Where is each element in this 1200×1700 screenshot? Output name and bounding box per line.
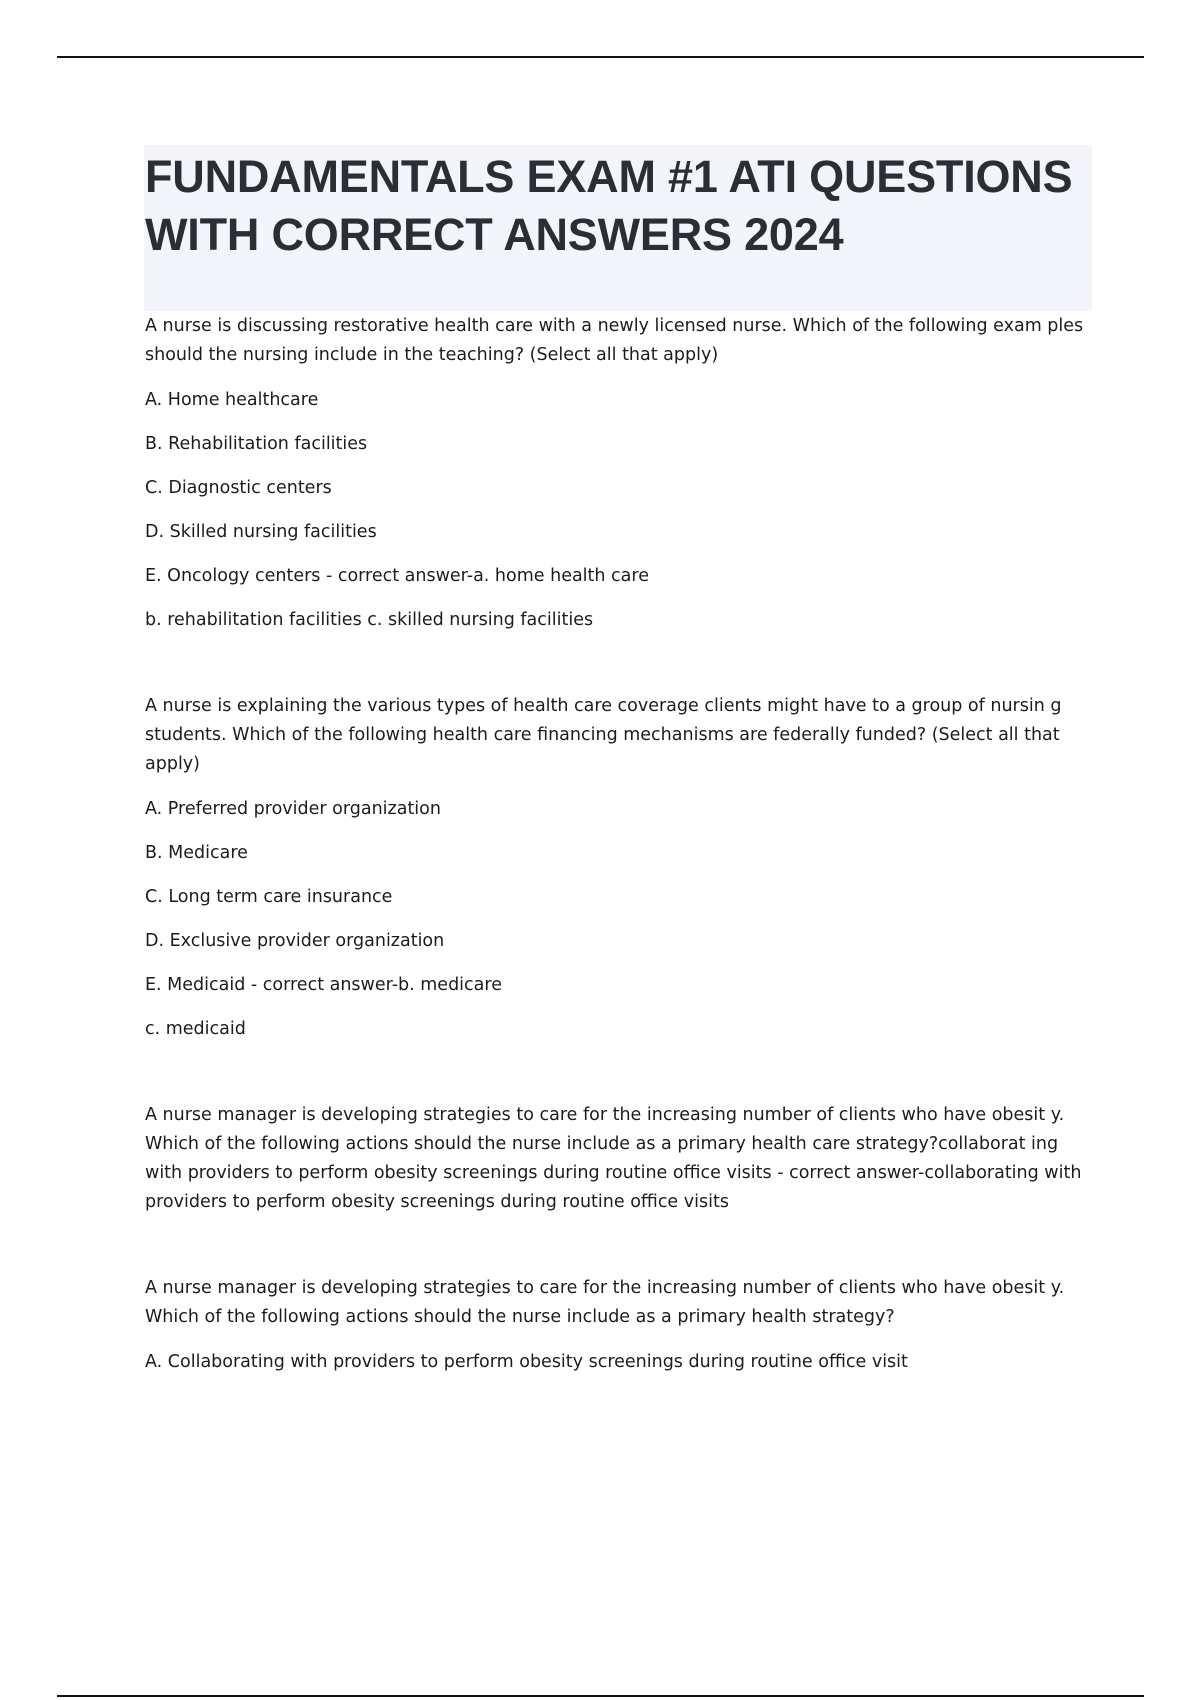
question-4: [145, 1274, 1085, 1377]
question-2: [145, 692, 1085, 1044]
answer-option: D. Skilled nursing facilities: [145, 522, 377, 542]
answer-option: A. Preferred provider organization: [145, 799, 441, 819]
question-text: A nurse is discussing restorative health care with a newly licensed nurse. Which of the following exam ples should the nursing include in the teaching? (Select all that apply): [145, 316, 1084, 365]
answer-option: D. Exclusive provider organization: [145, 931, 445, 951]
answer-option: E. Medicaid - correct answer-b. medicare: [145, 975, 502, 995]
question-text: A nurse manager is developing strategies to care for the increasing number of clients who have obesit y. Which of the following actions should the nurse include as a primary health care strategy?collaborat ing with providers to perform obesity screenings during routine office visits - correct answer-collaborating with providers to perform obesity screenings during routine office visits: [145, 1105, 1082, 1212]
answer-option: C. Diagnostic centers: [145, 478, 332, 498]
answer-option: E. Oncology centers - correct answer-a. home health care: [145, 566, 649, 586]
correct-answer-continuation: b. rehabilitation facilities c. skilled nursing facilities: [145, 610, 594, 630]
question-text: A nurse is explaining the various types of health care coverage clients might have to a group of nursin g students. Which of the following health care financing mechanisms are federally funded? (Select all that apply): [145, 696, 1062, 774]
bottom-rule: [57, 1695, 1144, 1697]
document-body: [145, 312, 1085, 1377]
top-rule: [57, 56, 1144, 58]
question-text: A nurse manager is developing strategies to care for the increasing number of clients who have obesit y. Which of the following actions should the nurse include as a primary health strategy?: [145, 1278, 1065, 1327]
correct-answer-continuation: c. medicaid: [145, 1019, 246, 1039]
document-title: FUNDAMENTALS EXAM #1 ATI QUESTIONS WITH CORRECT ANSWERS 2024: [145, 151, 1073, 260]
answer-option: B. Medicare: [145, 843, 248, 863]
answer-option: A. Collaborating with providers to perform obesity screenings during routine office visit: [145, 1352, 908, 1372]
question-1: [145, 312, 1085, 635]
answer-option: B. Rehabilitation facilities: [145, 434, 368, 454]
answer-option: A. Home healthcare: [145, 390, 319, 410]
question-3: [145, 1101, 1085, 1217]
answer-option: C. Long term care insurance: [145, 887, 393, 907]
